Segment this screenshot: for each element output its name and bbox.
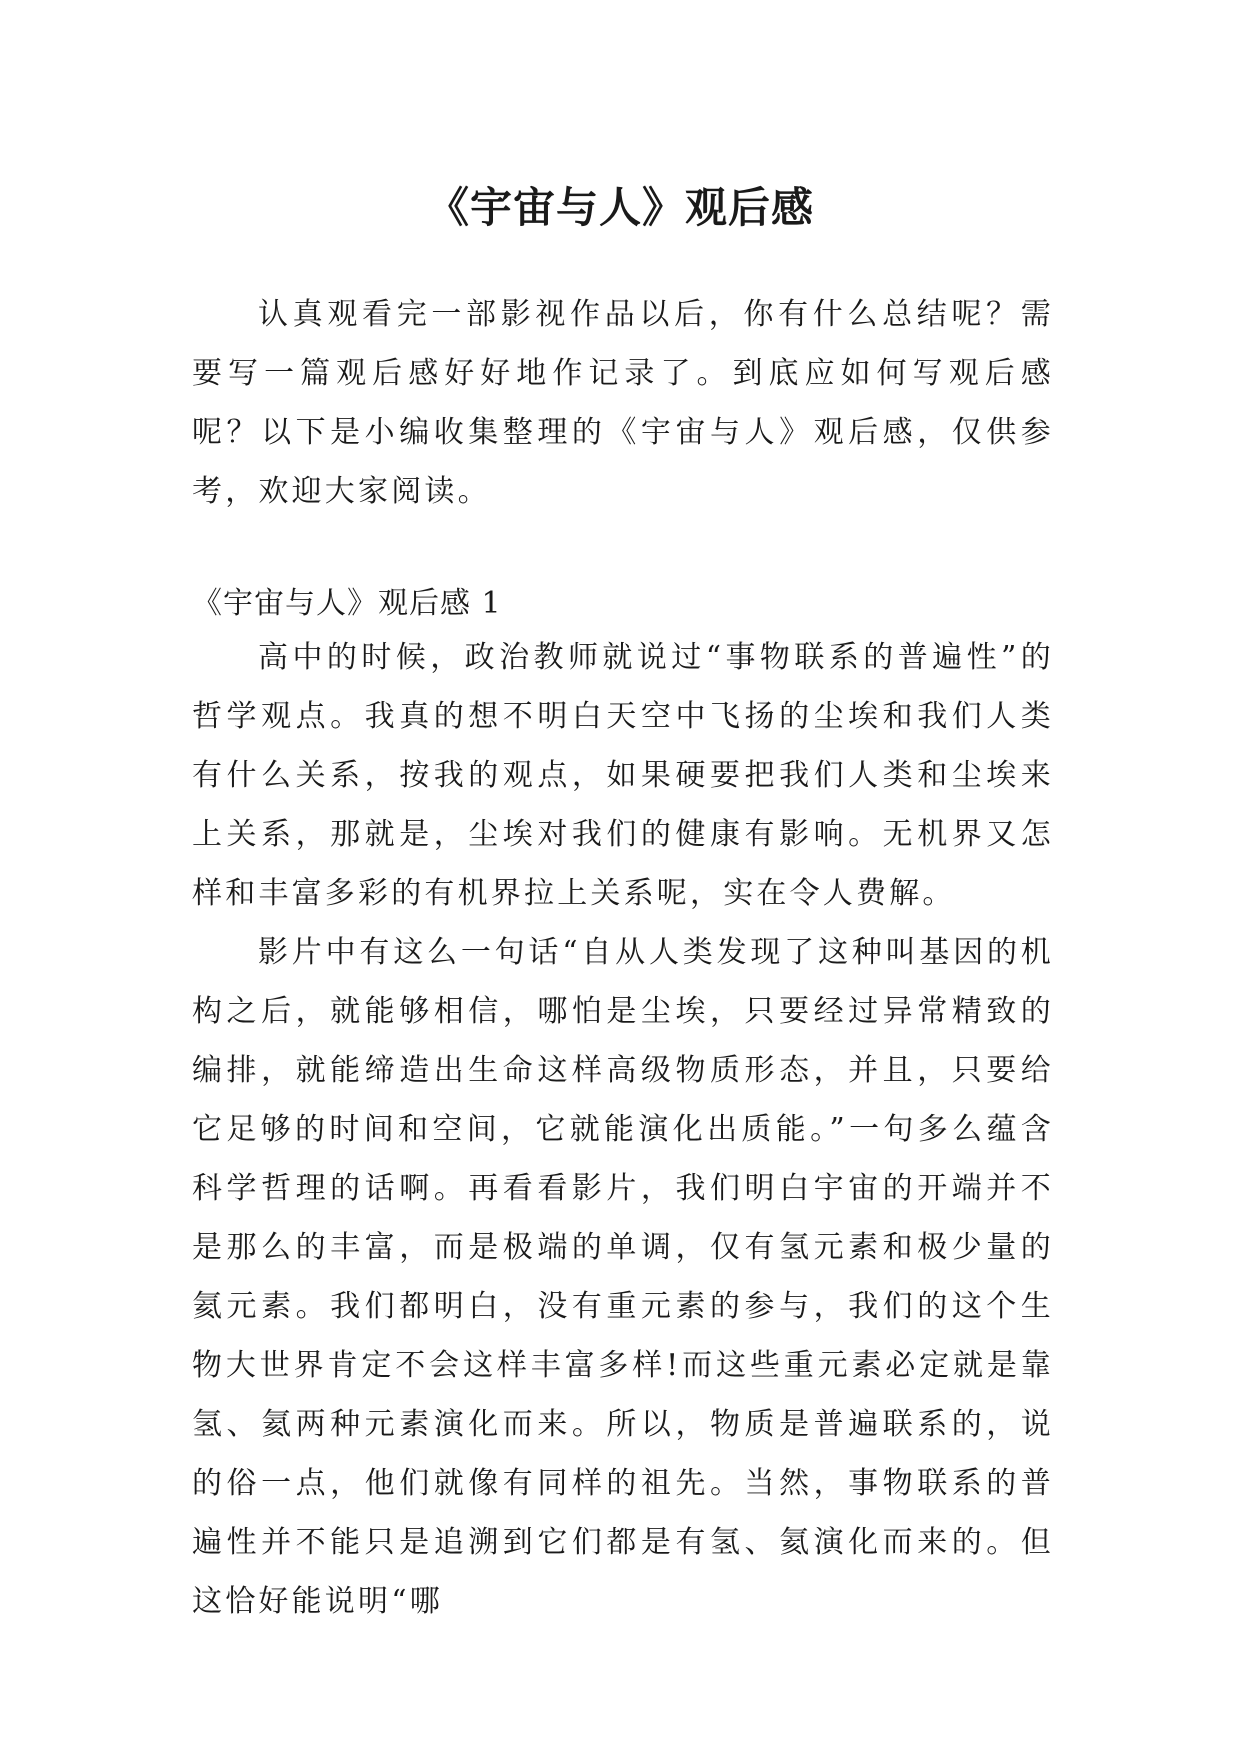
body-paragraph-1: 高中的时候，政治教师就说过“事物联系的普遍性”的哲学观点。我真的想不明白天空中飞扬的尘埃和我们人类有什么关系，按我的观点，如果硬要把我们人类和尘埃来上关系，那就是，尘埃对我们的健康有影响。无机界又怎样和丰富多彩的有机界拉上关系呢，实在令人费解。 [192, 640, 1054, 911]
intro-section [192, 285, 1054, 521]
document-title: 《宇宙与人》观后感 [426, 183, 814, 233]
section-heading: 《宇宙与人》观后感 1 [192, 586, 502, 621]
body-paragraph-2: 影片中有这么一句话“自从人类发现了这种叫基因的机构之后，就能够相信，哪怕是尘埃，只要经过异常精致的编排，就能缔造出生命这样高级物质形态，并且，只要给它足够的时间和空间，它就能演化出质能。”一句多么蕴含科学哲理的话啊。再看看影片，我们明白宇宙的开端并不是那么的丰富，而是极端的单调，仅有氢元素和极少量的氦元素。我们都明白，没有重元素的参与，我们的这个生物大世界肯定不会这样丰富多样!而这些重元素必定就是靠氢、氦两种元素演化而来。所以，物质是普遍联系的，说的俗一点，他们就像有同样的祖先。当然，事物联系的普遍性并不能只是追溯到它们都是有氢、氦演化而来的。但这恰好能说明“哪 [192, 935, 1054, 1619]
intro-paragraph: 认真观看完一部影视作品以后，你有什么总结呢？需要写一篇观后感好好地作记录了。到底应如何写观后感呢？以下是小编收集整理的《宇宙与人》观后感，仅供参考，欢迎大家阅读。 [192, 297, 1054, 509]
article-body [192, 628, 1054, 1631]
